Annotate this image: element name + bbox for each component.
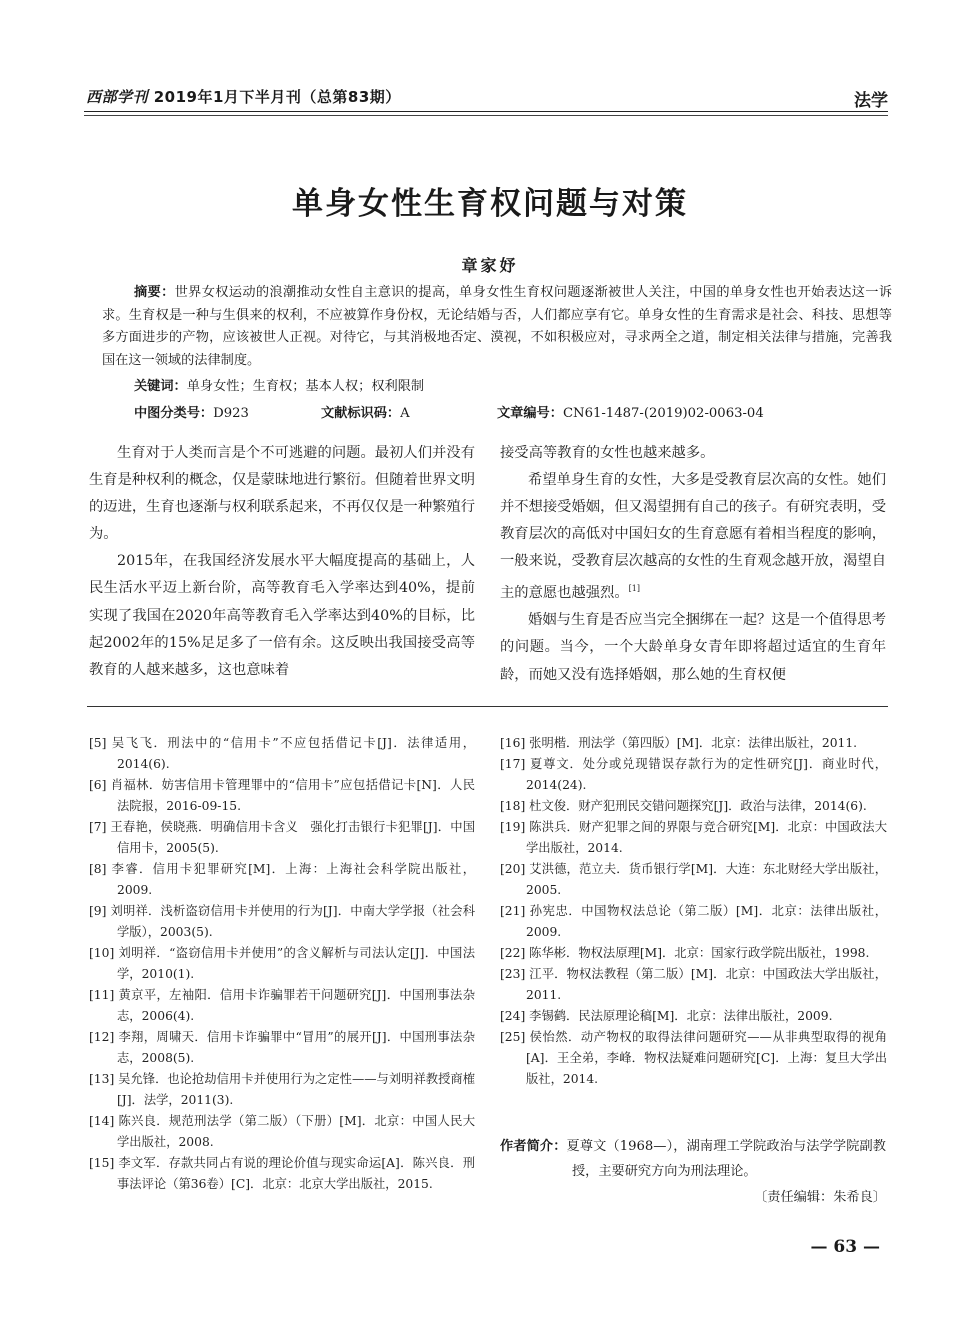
reference-item: [18] 杜文俊．财产犯刑民交错问题探究[J]．政治与法律，2014(6). — [500, 799, 867, 813]
classification-value: D923 — [213, 406, 249, 421]
references-left — [89, 733, 475, 1195]
classification-label: 中图分类号： — [134, 406, 214, 421]
reference-item: [8] 李睿．信用卡犯罪研究[M]．上海：上海社会科学院出版社，2009. — [89, 862, 475, 897]
issue-info: 2019年1月下半月刊（总第83期） — [153, 88, 401, 106]
article-number — [497, 402, 764, 421]
doc-code-label: 文献标识码： — [321, 406, 401, 421]
reference-item: [20] 艾洪德，范立夫．货币银行学[M]．大连：东北财经大学出版社，2005. — [500, 862, 887, 897]
reference-item: [12] 李翔，周啸天．信用卡诈骗罪中“冒用”的展开[J]．中国刑事法杂志，2008(5). — [89, 1030, 475, 1065]
reference-item: [6] 肖福林．妨害信用卡管理罪中的“信用卡”应包括借记卡[N]．人民法院报，2016-09-15. — [89, 778, 475, 813]
references-divider — [87, 706, 888, 707]
document-code — [321, 402, 410, 421]
citation-marker: [1] — [628, 584, 641, 594]
section-label: 法学 — [854, 91, 888, 111]
reference-item: [23] 江平．物权法教程（第二版）[M]．北京：中国政法大学出版社，2011. — [500, 967, 887, 1002]
reference-item: [19] 陈洪兵．财产犯罪之间的界限与竞合研究[M]．北京：中国政法大学出版社，2014. — [500, 820, 887, 855]
reference-item: [11] 黄京平，左袖阳．信用卡诈骗罪若干问题研究[J]．中国刑事法杂志，2006(4). — [89, 988, 475, 1023]
reference-item: [9] 刘明祥．浅析盗窃信用卡并使用的行为[J]．中南大学学报（社会科学版），2003(5). — [89, 904, 475, 939]
reference-item: [16] 张明楷．刑法学（第四版）[M]．北京：法律出版社，2011. — [500, 736, 858, 750]
reference-item: [21] 孙宪忠．中国物权法总论（第二版）[M]．北京：法律出版社，2009. — [500, 904, 887, 939]
article-no-value: CN61-1487-(2019)02-0063-04 — [562, 406, 764, 421]
classification — [134, 402, 249, 421]
header-rule-thin — [84, 115, 888, 116]
body-paragraph-text: 希望单身生育的女性，大多是受教育层次高的女性。她们并不想接受婚姻，但又渴望拥有自己的孩子。有研究表明，受教育层次的高低对中国妇女的生育意愿有着相当程度的影响，一般来说，受教育层次越高的女性的生育观念越开放，渴望自主的意愿也越强烈。 — [500, 472, 887, 602]
doc-code-value: A — [400, 406, 410, 421]
keywords — [134, 375, 424, 394]
body-column-left — [89, 440, 475, 684]
reference-item: [14] 陈兴良．规范刑法学（第二版）（下册）[M]．北京：中国人民大学出版社，2008. — [89, 1114, 475, 1149]
abstract — [102, 282, 892, 372]
reference-item: [15] 李文军．存款共同占有说的理论价值与现实命运[A]．陈兴良．刑事法评论（第36卷）[C]．北京：北京大学出版社，2015. — [89, 1156, 475, 1191]
reference-item: [5] 吴飞飞．刑法中的“信用卡”不应包括借记卡[J]．法律适用，2014(6). — [89, 736, 475, 771]
reference-item: [13] 吴允锋．也论抢劫信用卡并使用行为之定性——与刘明祥教授商榷[J]．法学，2011(3). — [89, 1072, 475, 1107]
keywords-text: 单身女性；生育权；基本人权；权利限制 — [186, 379, 425, 394]
reference-item: [25] 侯怡然．动产物权的取得法律问题研究——从非典型取得的视角[A]．王全弟，李峰．物权法疑难问题研究[C]．上海：复旦大学出版社，2014. — [500, 1030, 887, 1086]
article-title: 单身女性生育权问题与对策 — [292, 186, 688, 222]
page-number: — 63 — — [810, 1237, 880, 1257]
reference-item: [24] 李锡鹤．民法原理论稿[M]．北京：法律出版社，2009. — [500, 1009, 833, 1023]
reference-item: [7] 王春艳，侯晓燕．明确信用卡含义 强化打击银行卡犯罪[J]．中国信用卡，2005(5). — [89, 820, 475, 855]
abstract-text: 世界女权运动的浪潮推动女性自主意识的提高，单身女性生育权问题逐渐被世人关注，中国的单身女性也开始表达这一诉求。生育权是一种与生俱来的权利，不应被算作身份权，无论结婚与否，人们都应享有它。单身女性的生育需求是社会、科技、思想等多方面进步的产物，应该被世人正视。对待它，与其消极地否定、漠视，不如积极应对，寻求两全之道，制定相关法律与措施，完善我国在这一领域的法律制度。 — [102, 285, 893, 368]
body-paragraph: 2015年，在我国经济发展水平大幅度提高的基础上，人民生活水平迈上新台阶，高等教育毛入学率达到40%，提前实现了我国在2020年高等教育毛入学率达到40%的目标，比起2002年的15%足足多了一倍有余。这反映出我国接受高等教育的人越来越多，这也意味着 — [89, 553, 475, 678]
author-bio-label: 作者简介： — [500, 1139, 567, 1154]
article-no-label: 文章编号： — [497, 406, 563, 421]
keywords-label: 关键词： — [134, 379, 187, 394]
reference-item: [10] 刘明祥．“盗窃信用卡并使用”的含义解析与司法认定[J]．中国法学，2010(1). — [89, 946, 475, 981]
references-right — [500, 733, 887, 1090]
body-paragraph — [500, 467, 886, 607]
author-bio-body: 夏尊文（1968—），湖南理工学院政治与法学学院副教授，主要研究方向为刑法理论。 — [566, 1139, 886, 1179]
reference-item: [17] 夏尊文．处分或兑现错误存款行为的定性研究[J]．商业时代，2014(24). — [500, 757, 887, 792]
author-bio-text — [500, 1134, 886, 1184]
header-rule — [84, 111, 888, 112]
author-bio — [500, 1134, 886, 1184]
running-header — [86, 86, 401, 107]
body-paragraph: 生育对于人类而言是个不可逃避的问题。最初人们并没有生育是种权利的概念，仅是蒙昧地进行繁衍。但随着世界文明的迈进，生育也逐渐与权利联系起来，不再仅仅是一种繁殖行为。 — [89, 445, 476, 543]
responsible-editor: 〔责任编辑：朱希良〕 — [754, 1190, 886, 1205]
article-author: 章家妤 — [461, 256, 519, 275]
abstract-label: 摘要： — [134, 285, 175, 300]
body-paragraph: 婚姻与生育是否应当完全捆绑在一起？这是一个值得思考的问题。当今，一个大龄单身女青年即将超过适宜的生育年龄，而她又没有选择婚姻，那么她的生育权便 — [500, 612, 886, 683]
body-paragraph-continued: 接受高等教育的女性也越来越多。 — [500, 445, 715, 461]
reference-item: [22] 陈华彬．物权法原理[M]．北京：国家行政学院出版社，1998. — [500, 946, 870, 960]
journal-name: 西部学刊 — [86, 88, 149, 106]
body-column-right — [500, 440, 886, 689]
